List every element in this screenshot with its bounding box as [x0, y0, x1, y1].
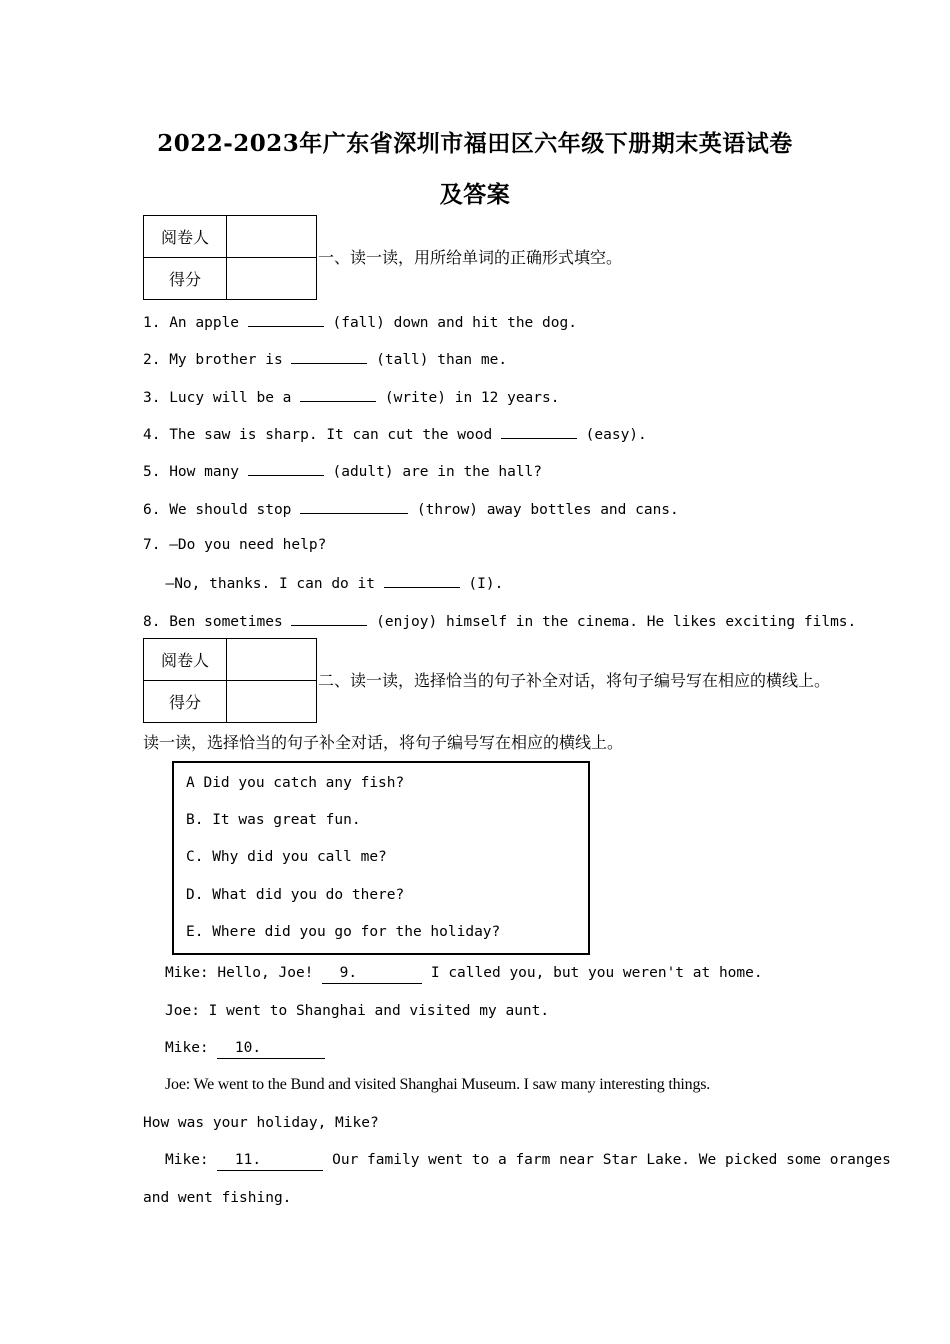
section2-heading: 二、读一读，选择恰当的句子补全对话，将句子编号写在相应的横线上。: [318, 671, 831, 690]
reviewer-cell: [227, 639, 317, 681]
answer-blank[interactable]: [291, 610, 367, 626]
grade-box-2: [143, 638, 317, 723]
answer-blank-11[interactable]: 11.: [217, 1150, 323, 1171]
reviewer-label: 阅卷人: [144, 639, 227, 681]
question-5: 5. How many (adult) are in the hall?: [143, 460, 542, 482]
dialogue-line-7: and went fishing.: [143, 1190, 292, 1206]
reviewer-label: 阅卷人: [144, 216, 227, 258]
score-label: 得分: [144, 258, 227, 300]
option-a: A Did you catch any fish?: [186, 775, 405, 791]
answer-blank[interactable]: [248, 311, 324, 327]
reviewer-cell: [227, 216, 317, 258]
dialogue-line-1: Mike: Hello, Joe! 9. I called you, but you weren't at home.: [165, 963, 763, 984]
options-box: [172, 761, 590, 955]
answer-blank[interactable]: [291, 348, 367, 364]
answer-blank-10[interactable]: 10.: [217, 1038, 325, 1059]
question-4: 4. The saw is sharp. It can cut the wood (easy).: [143, 423, 647, 445]
score-cell: [227, 681, 317, 723]
dialogue-line-3: Mike: 10.: [165, 1038, 325, 1059]
question-7-reply: —No, thanks. I can do it (I).: [148, 572, 503, 594]
dialogue-line-2: Joe: I went to Shanghai and visited my aunt.: [165, 1003, 550, 1019]
score-label: 得分: [144, 681, 227, 723]
question-3: 3. Lucy will be a (write) in 12 years.: [143, 386, 559, 408]
dialogue-line-4: Joe: We went to the Bund and visited Shanghai Museum. I saw many interesting things.: [165, 1076, 711, 1093]
document-title-line1: 2022-2023年广东省深圳市福田区六年级下册期末英语试卷: [157, 130, 793, 157]
question-7: 7. —Do you need help?: [143, 537, 327, 553]
dialogue-line-5: How was your holiday, Mike?: [143, 1115, 379, 1131]
section2-instruction: 读一读，选择恰当的句子补全对话，将句子编号写在相应的横线上。: [143, 733, 624, 752]
answer-blank[interactable]: [384, 572, 460, 588]
answer-blank[interactable]: [248, 460, 324, 476]
question-2: 2. My brother is (tall) than me.: [143, 348, 507, 370]
document-title-line2: 及答案: [439, 181, 511, 208]
answer-blank[interactable]: [501, 423, 577, 439]
grade-box-1: [143, 215, 317, 300]
dialogue-line-6: Mike: 11. Our family went to a farm near Star Lake. We picked some oranges: [165, 1150, 891, 1171]
answer-blank[interactable]: [300, 498, 408, 514]
option-b: B. It was great fun.: [186, 812, 361, 828]
answer-blank-9[interactable]: 9.: [322, 963, 422, 984]
question-1: 1. An apple (fall) down and hit the dog.: [143, 311, 577, 333]
question-8: 8. Ben sometimes (enjoy) himself in the cinema. He likes exciting films.: [143, 610, 856, 632]
option-e: E. Where did you go for the holiday?: [186, 924, 501, 940]
section1-heading: 一、读一读，用所给单词的正确形式填空。: [318, 248, 623, 267]
answer-blank[interactable]: [300, 386, 376, 402]
question-6: 6. We should stop (throw) away bottles and cans.: [143, 498, 679, 520]
option-d: D. What did you do there?: [186, 887, 405, 903]
score-cell: [227, 258, 317, 300]
option-c: C. Why did you call me?: [186, 849, 387, 865]
